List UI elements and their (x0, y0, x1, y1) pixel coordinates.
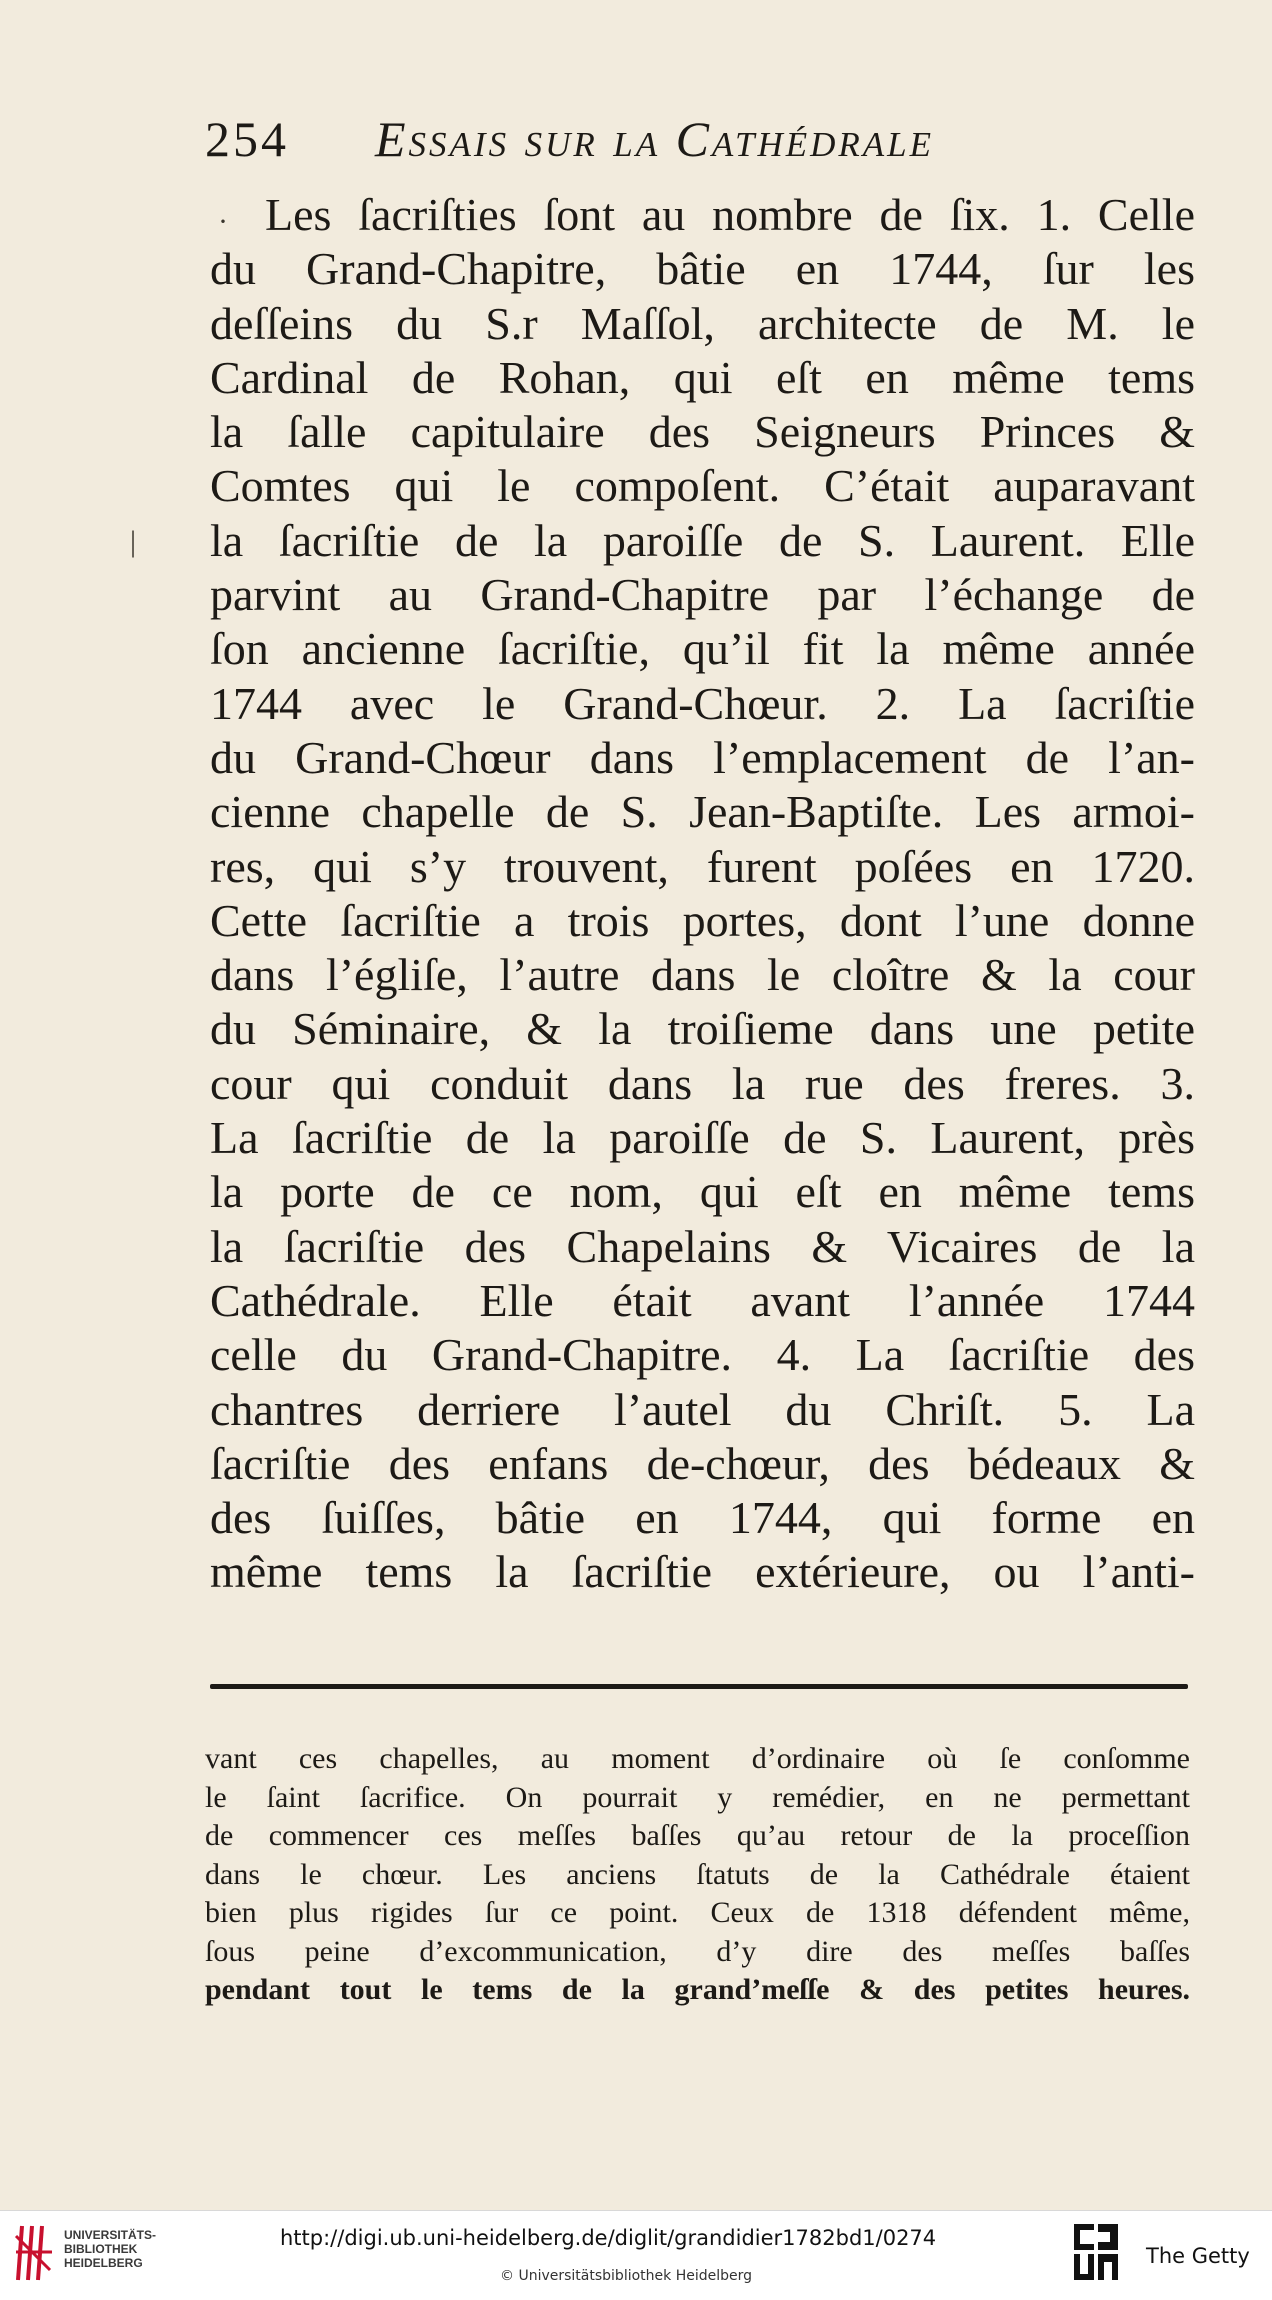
footnote-text (205, 1740, 1190, 2010)
text-line: cienne chapelle de S. Jean-Baptiſte. Les armoi- (210, 786, 1195, 838)
text-line: La ſacriſtie de la paroiſſe de S. Laurent, près (210, 1112, 1195, 1164)
running-title: Essais sur la Cathédrale (375, 111, 935, 167)
text-line: Cathédrale. Elle était avant l’année 1744 (210, 1274, 1195, 1326)
text-line: même tems la ſacriſtie extérieure, ou l’anti- (210, 1546, 1195, 1598)
partner-name: The Getty (1146, 2244, 1250, 2268)
text-line: chantres derriere l’autel du Chriſt. 5. La (210, 1383, 1195, 1435)
margin-dot: · (218, 205, 228, 238)
page-number: 254 (205, 111, 289, 167)
text-line: 1744 avec le Grand-Chœur. 2. La ſacriſtie (210, 677, 1195, 729)
footnote-line: le ſaint ſacrifice. On pourrait y remédier, en ne permettant (205, 1780, 1190, 1814)
footnote-rule (210, 1684, 1188, 1689)
text-line: res, qui s’y trouvent, furent poſées en 1720. (210, 840, 1195, 892)
footnote-line: pendant tout le tems de la grand’meſſe & des petites heures. (205, 1973, 1190, 2006)
text-line: Cette ſacriſtie a trois portes, dont l’une donne (210, 894, 1195, 946)
text-line: du Séminaire, & la troiſieme dans une petite (210, 1003, 1195, 1055)
library-name-line: HEIDELBERG (64, 2256, 143, 2270)
text-line: cour qui conduit dans la rue des freres. 3. (210, 1057, 1195, 1109)
library-name (64, 2228, 156, 2270)
permalink-url[interactable]: http://digi.ub.uni-heidelberg.de/diglit/grandidier1782bd1/0274 (280, 2226, 937, 2250)
text-line: la ſacriſtie de la paroiſſe de S. Laurent. Elle (210, 514, 1195, 566)
text-line: ſon ancienne ſacriſtie, qu’il fit la même année (210, 623, 1195, 675)
footnote-line: de commencer ces meſſes baſſes qu’au retour de la proceſſion (205, 1819, 1190, 1852)
getty-logo-icon[interactable] (1072, 2222, 1122, 2282)
text-line: la ſalle capitulaire des Seigneurs Princes & (210, 406, 1195, 458)
text-line: Cardinal de Rohan, qui eſt en même tems (210, 351, 1195, 403)
text-line: ſacriſtie des enfans de-chœur, des bédeaux & (210, 1437, 1195, 1489)
footnote-line: ſous peine d’excommunication, d’y dire des meſſes baſſes (205, 1934, 1190, 1968)
text-line: du Grand-Chapitre, bâtie en 1744, ſur les (210, 243, 1195, 295)
ub-heidelberg-logo-icon[interactable] (12, 2222, 56, 2284)
footnote-line: vant ces chapelles, au moment d’ordinaire où ſe conſomme (205, 1742, 1190, 1775)
text-line: des ſuiſſes, bâtie en 1744, qui forme en (210, 1492, 1195, 1544)
footnote-line: dans le chœur. Les anciens ſtatuts de la Cathédrale étaient (205, 1857, 1190, 1891)
text-line: deſſeins du S.r Maſſol, architecte de M. le (210, 297, 1195, 349)
library-name-line: UNIVERSITÄTS- (64, 2228, 157, 2242)
footnote-line: bien plus rigides ſur ce point. Ceux de 1318 défendent même, (205, 1896, 1190, 1929)
margin-stroke: | (130, 525, 137, 558)
main-text (210, 188, 1195, 1600)
text-line: celle du Grand-Chapitre. 4. La ſacriſtie des (210, 1329, 1195, 1381)
text-line: dans l’égliſe, l’autre dans le cloître & la cour (210, 949, 1195, 1001)
running-head (205, 110, 1195, 180)
text-line: Les ſacriſties ſont au nombre de ſix. 1. Celle (265, 189, 1195, 240)
copyright-notice: © Universitätsbibliothek Heidelberg (500, 2268, 753, 2284)
text-line: Comtes qui le compoſent. C’était auparavant (210, 460, 1195, 512)
text-line: parvint au Grand-Chapitre par l’échange de (210, 569, 1195, 621)
text-line: du Grand-Chœur dans l’emplacement de l’an- (210, 731, 1195, 783)
text-line: la ſacriſtie des Chapelains & Vicaires de la (210, 1220, 1195, 1272)
text-line: la porte de ce nom, qui eſt en même tems (210, 1166, 1195, 1218)
library-name-line: BIBLIOTHEK (64, 2242, 138, 2256)
